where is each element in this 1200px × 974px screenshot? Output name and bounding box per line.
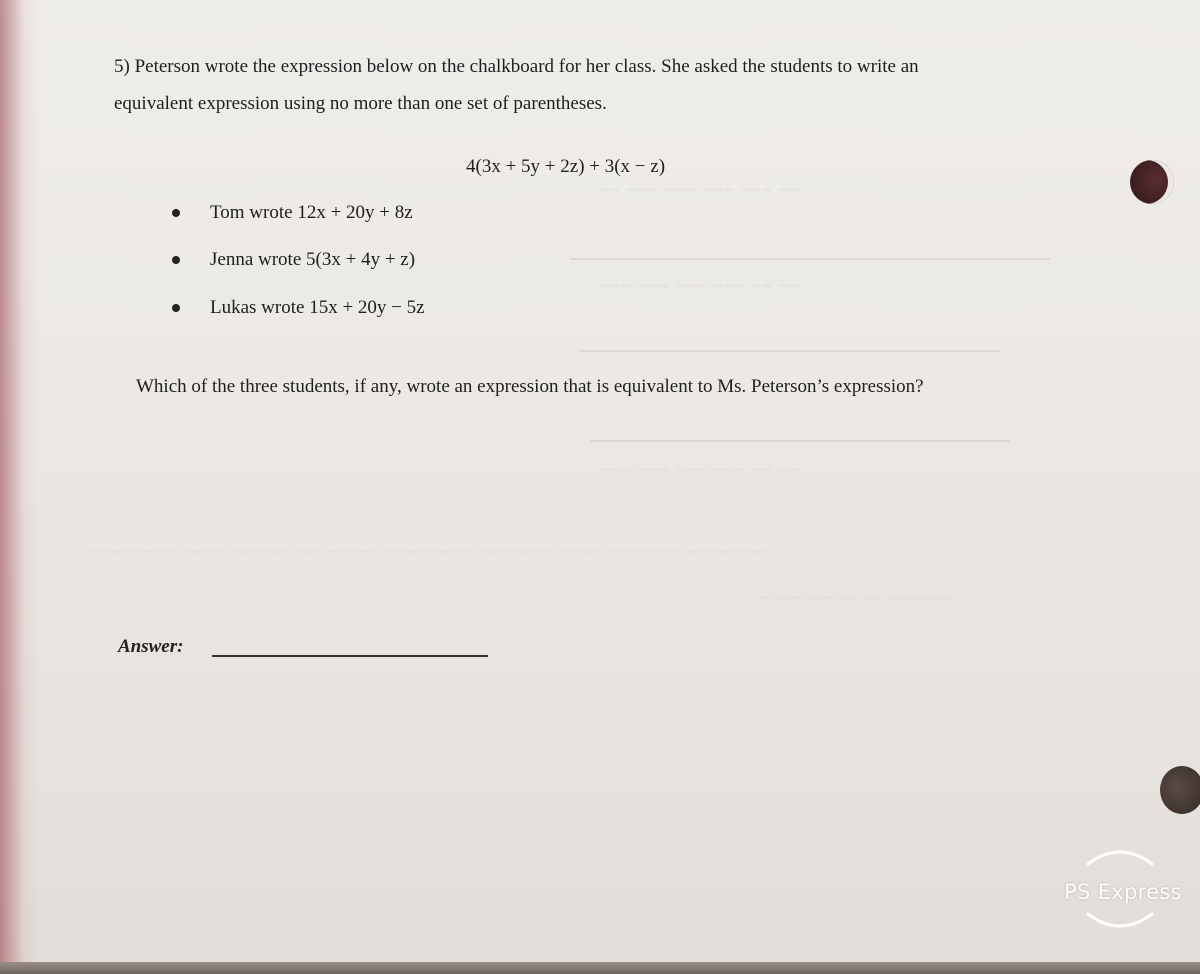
answer-label: Answer: (118, 636, 184, 657)
bleed-through-text: ~~~ ~~~ ~~~ ~~~ ~~ ~~ (600, 462, 801, 479)
question-text-line-2: equivalent expression using no more than one set of parentheses. (114, 93, 607, 114)
bleed-through-text: ~~~~~~~~ ~~~~ ~~~~~~ ~~ ~~~~~ ~~~~~~~~ ~~~~~~~ ~~~~ ~~~~~~~ ~~~~~~~~ (90, 544, 773, 561)
student-answer-jenna: Jenna wrote 5(3x + 4y + z) (210, 249, 416, 270)
bleed-through-line (570, 258, 1050, 260)
student-answer-lukas: Lukas wrote 15x + 20y − 5z (210, 297, 425, 318)
bullet-icon (172, 304, 180, 312)
bullet-icon (172, 209, 180, 217)
bleed-through-text: ~~ ~~~ ~~~ ~~~ ~~~ ~~ (600, 182, 801, 199)
bleed-through-text: ~~~ ~~~ ~~~ ~~~ ~~ ~~ (600, 278, 801, 295)
desk-surface (0, 962, 1200, 974)
list-item (172, 200, 413, 226)
watermark-text: PS Express (1064, 880, 1182, 904)
bleed-through-line (580, 350, 1000, 352)
page-edge-shadow (0, 0, 40, 962)
list-item (172, 295, 425, 321)
watermark-arc-icon (1084, 846, 1156, 866)
watermark-arc-icon (1084, 912, 1156, 932)
list-item (172, 247, 415, 273)
bullet-icon (172, 256, 180, 264)
punch-hole (1130, 160, 1174, 204)
student-answer-tom: Tom wrote 12x + 20y + 8z (210, 202, 413, 223)
punch-hole (1160, 766, 1200, 814)
bleed-through-text: ~~~~~~~~~ ~~ ~~~~~~ (760, 590, 954, 607)
teacher-expression: 4(3x + 5y + 2z) + 3(x − z) (466, 156, 666, 177)
question-prompt: Which of the three students, if any, wrote an expression that is equivalent to Ms. Peterson’s expression? (136, 376, 924, 397)
app-watermark (1062, 846, 1184, 942)
bleed-through-line (590, 440, 1010, 442)
question-text-line-1: 5) Peterson wrote the expression below on the chalkboard for her class. She asked the students to write an (114, 56, 919, 77)
answer-blank[interactable] (212, 655, 488, 657)
